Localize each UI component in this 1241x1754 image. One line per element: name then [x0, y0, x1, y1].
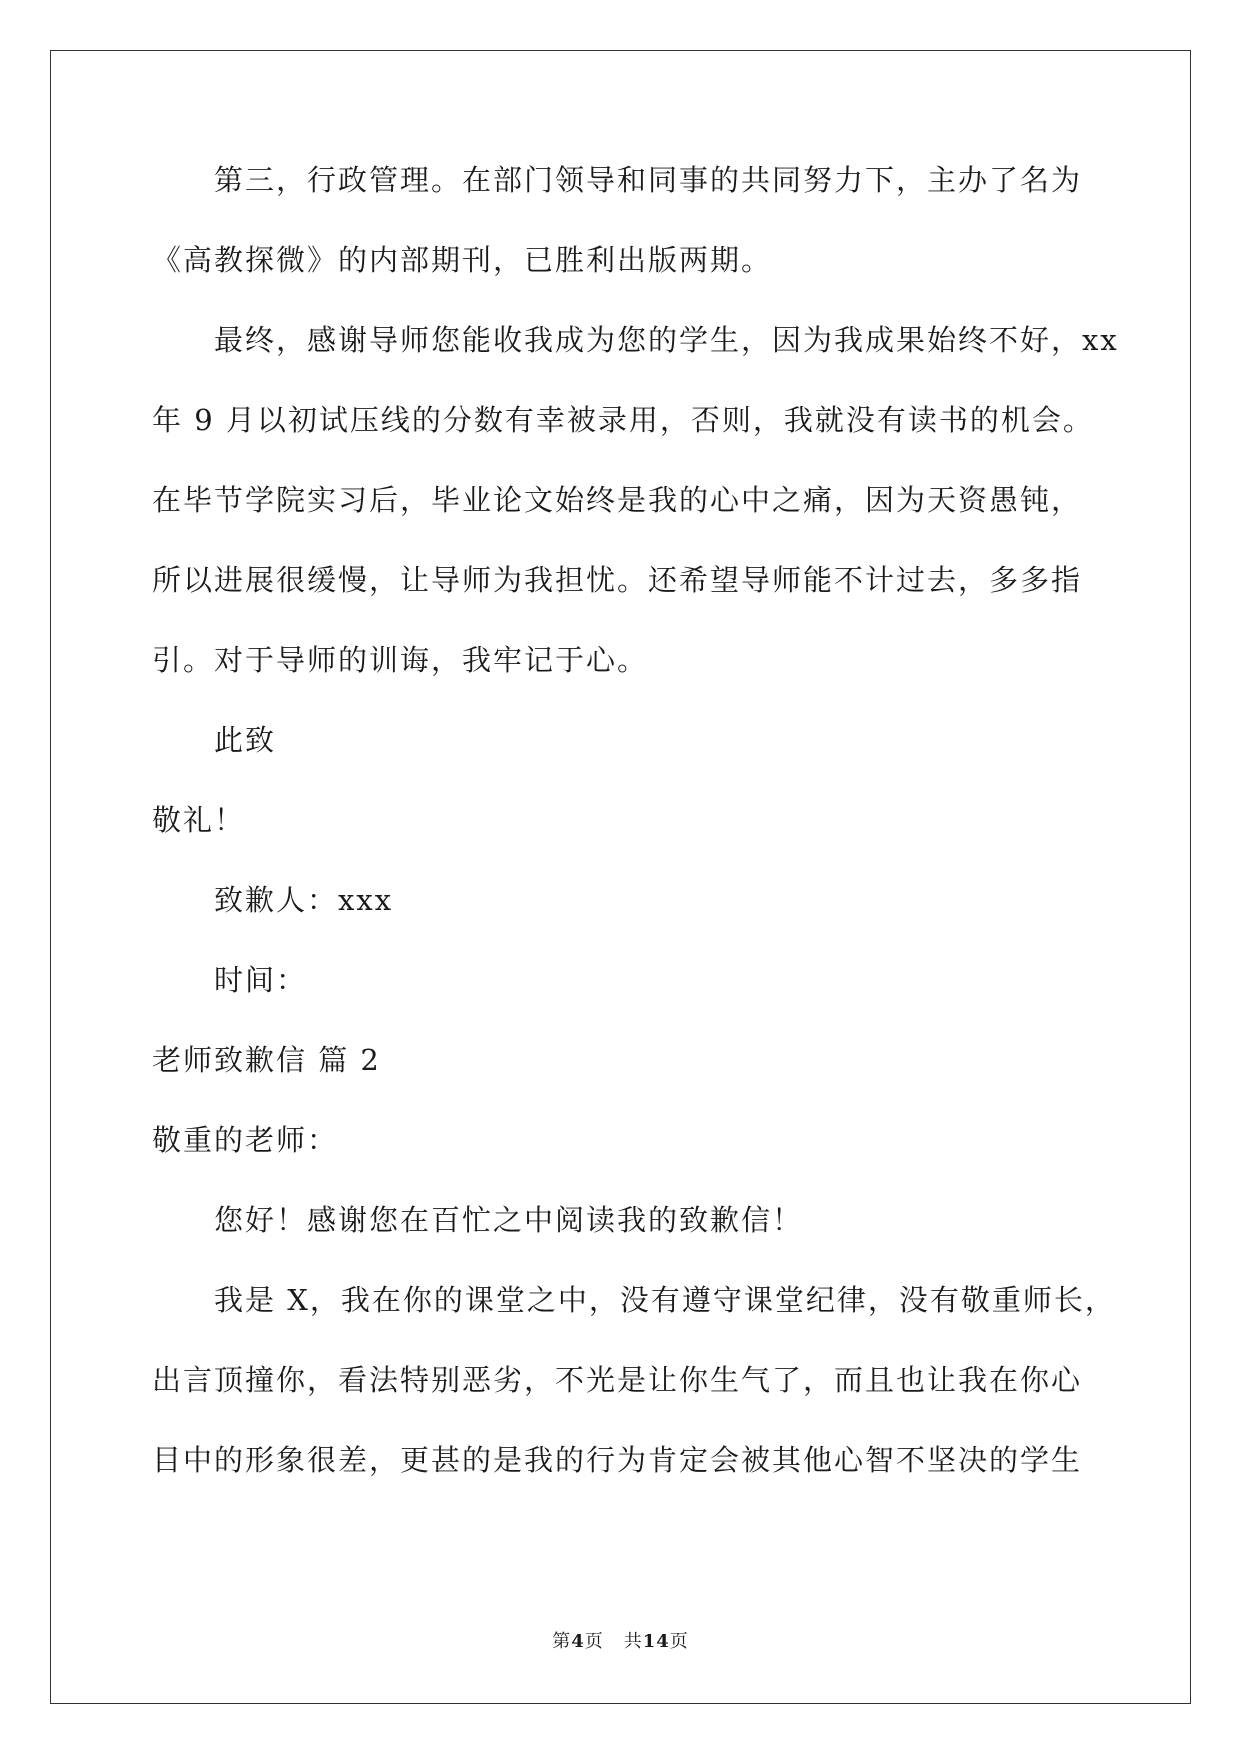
page-mid: 页	[584, 1631, 604, 1652]
paragraph-line: 最终，感谢导师您能收我成为您的学生，因为我成果始终不好，xx	[214, 323, 1119, 357]
date-line: 时间：	[214, 963, 308, 997]
total-prefix: 共	[623, 1631, 643, 1652]
document-body	[152, 160, 1119, 1520]
page-total: 14	[642, 1631, 670, 1652]
salutation-line: 敬礼！	[152, 803, 246, 837]
page-footer	[0, 1627, 1241, 1653]
paragraph-line: 您好！感谢您在百忙之中阅读我的致歉信！	[214, 1203, 804, 1237]
paragraph-line: 《高教探微》的内部期刊，已胜利出版两期。	[152, 243, 773, 277]
closing-line: 此致	[214, 723, 277, 757]
page-prefix: 第	[552, 1631, 572, 1652]
page-current: 4	[571, 1631, 585, 1652]
paragraph-line: 第三，行政管理。在部门领导和同事的共同努力下，主办了名为	[214, 163, 1083, 197]
paragraph-line: 引。对于导师的训诲，我牢记于心。	[152, 643, 649, 677]
paragraph-line: 出言顶撞你，看法特别恶劣，不光是让你生气了，而且也让我在你心	[152, 1363, 1083, 1397]
signature-line: 致歉人：xxx	[214, 883, 394, 917]
paragraph-line: 所以进展很缓慢，让导师为我担忧。还希望导师能不计过去，多多指	[152, 563, 1083, 597]
section-heading: 老师致歉信 篇 2	[152, 1043, 381, 1077]
greeting-line: 敬重的老师：	[152, 1123, 339, 1157]
paragraph-line: 目中的形象很差，更甚的是我的行为肯定会被其他心智不坚决的学生	[152, 1443, 1083, 1477]
paragraph-line: 在毕节学院实习后，毕业论文始终是我的心中之痛，因为天资愚钝，	[152, 483, 1083, 517]
paragraph-line: 年 9 月以初试压线的分数有幸被录用，否则，我就没有读书的机会。	[152, 403, 1094, 437]
total-suffix: 页	[669, 1631, 689, 1652]
paragraph-line: 我是 X，我在你的课堂之中，没有遵守课堂纪律，没有敬重师长，	[214, 1283, 1116, 1317]
